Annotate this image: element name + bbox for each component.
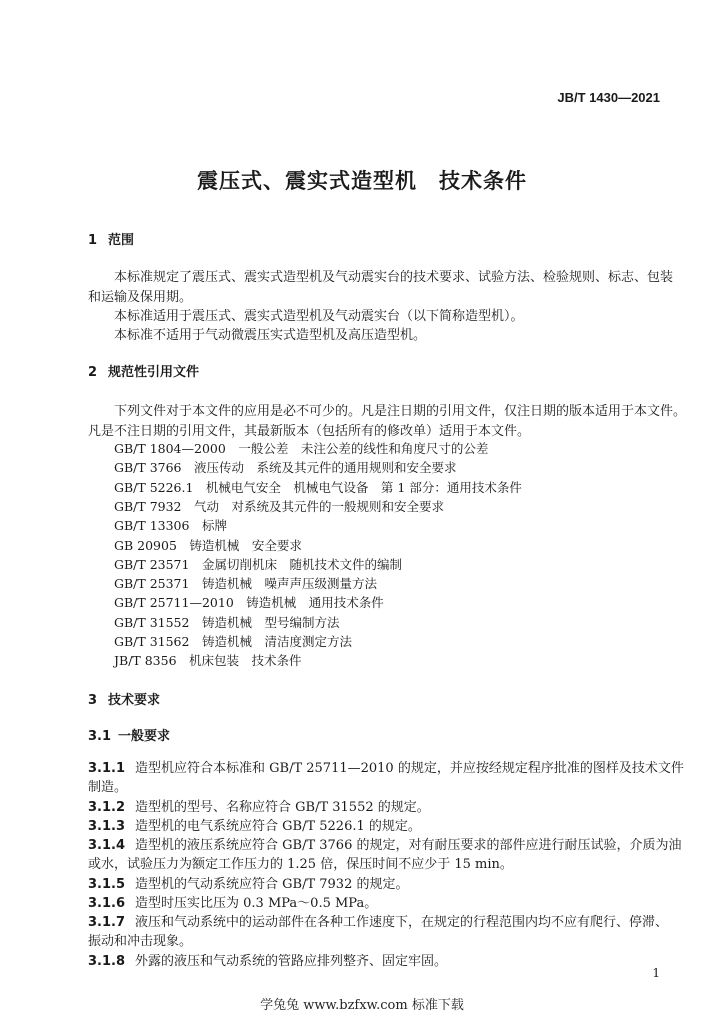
reference-item: GB/T 25711—2010 铸造机械 通用技术条件 — [114, 595, 384, 610]
reference-item: GB/T 3766 液压传动 系统及其元件的通用规则和安全要求 — [114, 460, 457, 475]
clause-text: 造型机的型号、名称应符合 GB/T 31552 的规定。 — [135, 800, 430, 815]
clause-3-1-4 — [88, 834, 682, 853]
clause-text: 造型机应符合本标准和 GB/T 25711—2010 的规定，并应按经规定程序批准的图样及技术文件 — [135, 761, 684, 776]
subsection-title: 一般要求 — [118, 729, 171, 744]
section-3-heading — [88, 689, 160, 708]
reference-item: GB/T 1804—2000 一般公差 未注公差的线性和角度尺寸的公差 — [114, 441, 489, 456]
subsection-number: 3.1 — [88, 729, 112, 744]
section-title: 技术要求 — [108, 693, 161, 708]
clause-continuation: 振动和冲击现象。 — [88, 934, 193, 949]
footer-watermark: 学兔兔 www.bzfxw.com 标准下载 — [260, 998, 464, 1013]
reference-item: GB/T 31562 铸造机械 清洁度测定方法 — [114, 634, 352, 649]
reference-item: GB/T 23571 金属切削机床 随机技术文件的编制 — [114, 557, 402, 572]
reference-item: GB/T 13306 标牌 — [114, 518, 227, 533]
clause-text: 外露的液压和气动系统的管路应排列整齐、固定牢固。 — [135, 954, 448, 969]
section-number: 3 — [88, 693, 98, 708]
clause-number: 3.1.2 — [88, 800, 126, 815]
clause-number: 3.1.3 — [88, 819, 126, 834]
reference-item: JB/T 8356 机床包装 技术条件 — [114, 653, 302, 668]
clause-number: 3.1.1 — [88, 761, 126, 776]
section-2-heading — [88, 361, 199, 380]
header-code: JB/T 1430—2021 — [557, 90, 660, 105]
clause-text: 造型机的液压系统应符合 GB/T 3766 的规定，对有耐压要求的部件应进行耐压试验，介质为油 — [135, 838, 682, 853]
paragraph: 本标准不适用于气动微震压实式造型机及高压造型机。 — [114, 328, 427, 343]
reference-item: GB/T 5226.1 机械电气安全 机械电气设备 第 1 部分：通用技术条件 — [114, 480, 522, 495]
clause-3-1-6 — [88, 892, 377, 911]
clause-3-1-3 — [88, 815, 421, 834]
clause-3-1-5 — [88, 873, 409, 892]
reference-item: GB/T 7932 气动 对系统及其元件的一般规则和安全要求 — [114, 499, 445, 514]
clause-number: 3.1.6 — [88, 896, 126, 911]
clause-3-1-8 — [88, 950, 447, 969]
paragraph: 和运输及保用期。 — [88, 290, 193, 305]
document-title: 震压式、震实式造型机 技术条件 — [197, 169, 527, 193]
section-title: 规范性引用文件 — [108, 365, 200, 380]
subsection-3-1-heading — [88, 725, 170, 744]
clause-text: 造型机的气动系统应符合 GB/T 7932 的规定。 — [135, 877, 409, 892]
reference-item: GB 20905 铸造机械 安全要求 — [114, 538, 302, 553]
paragraph: 下列文件对于本文件的应用是必不可少的。凡是注日期的引用文件，仅注日期的版本适用于本文件。 — [114, 404, 687, 419]
clause-continuation: 或水，试验压力为额定工作压力的 1.25 倍，保压时间不应少于 15 min。 — [88, 857, 513, 872]
clause-3-1-7 — [88, 911, 668, 930]
section-title: 范围 — [108, 233, 135, 248]
clause-continuation: 制造。 — [88, 780, 128, 795]
section-number: 2 — [88, 365, 98, 380]
reference-item: GB/T 31552 铸造机械 型号编制方法 — [114, 615, 340, 630]
page-number: 1 — [652, 966, 660, 980]
reference-item: GB/T 25371 铸造机械 噪声声压级测量方法 — [114, 576, 377, 591]
paragraph: 本标准适用于震压式、震实式造型机及气动震实台（以下简称造型机）。 — [114, 309, 524, 324]
clause-number: 3.1.5 — [88, 877, 126, 892]
clause-text: 造型时压实比压为 0.3 MPa～0.5 MPa。 — [135, 896, 378, 911]
clause-text: 造型机的电气系统应符合 GB/T 5226.1 的规定。 — [135, 819, 421, 834]
clause-text: 液压和气动系统中的运动部件在各种工作速度下，在规定的行程范围内均不应有爬行、停滞、 — [135, 915, 669, 930]
clause-number: 3.1.7 — [88, 915, 126, 930]
paragraph: 本标准规定了震压式、震实式造型机及气动震实台的技术要求、试验方法、检验规则、标志、包装 — [114, 270, 674, 285]
clause-3-1-2 — [88, 796, 430, 815]
clause-number: 3.1.4 — [88, 838, 126, 853]
clause-3-1-1 — [88, 757, 684, 776]
section-1-heading — [88, 229, 134, 248]
clause-number: 3.1.8 — [88, 954, 126, 969]
paragraph: 凡是不注日期的引用文件，其最新版本（包括所有的修改单）适用于本文件。 — [88, 424, 531, 439]
section-number: 1 — [88, 233, 98, 248]
